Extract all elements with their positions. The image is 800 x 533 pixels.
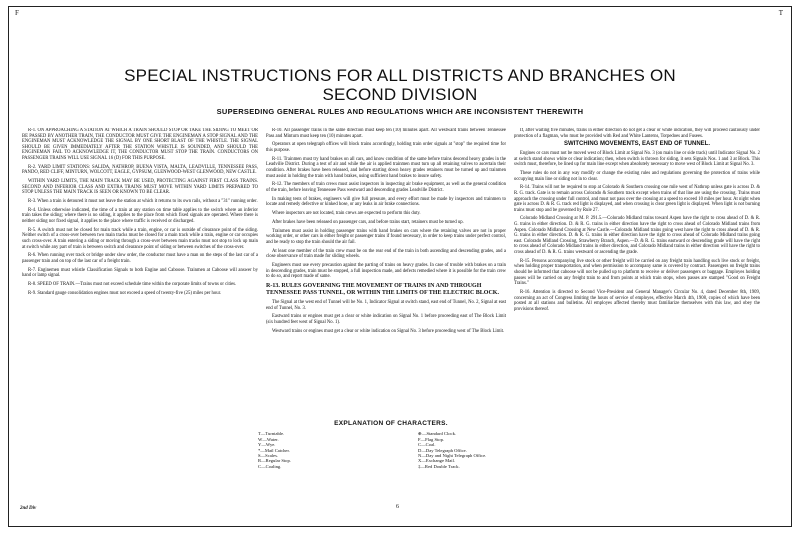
rule-paragraph: Trainmen must assist in holding passenger trains with hand brakes on cars where the retaining valves are not in proper working order, or other cars in either freight or passenger trains if found necessary, in order to keep trains under perfect control, and be ready to stop the train should the air fail. [266,228,506,245]
rule-paragraph: After brakes have been released on passenger cars, and before trains start, retainers must be turned up. [272,219,464,225]
rule-paragraph: R-9. Standard gauge consolidation engines must not exceed a speed of twenty-five (25) miles per hour. [28,290,222,296]
rule-paragraph: R-15. Persons accompanying live stock or other freight will be carried on any freight train handling such live stock or freight, when holding proper transportation, and when permission to accompany same is covered by contract. Passengers on freight trains should be informed that caboose will not be pulled up to platform to receive or deliver passengers or baggage. Employes holding passes will be carried on any freight train to and from points at which train stops, when passes are stamped "Good on Freight Trains." [514,258,760,287]
legend-column-left [258,431,388,469]
column-2 [266,128,506,428]
rule-13-heading: R-13. RULES GOVERNING THE MOVEMENT OF TRAINS IN AND THROUGH TENNESSEE PASS TUNNEL, OR WITHIN THE LIMITS OF THE ELECTRIC BLOCK. [266,282,499,296]
legend-item: C—Coal. [418,442,436,448]
rule-paragraph: Engines or cars must not be moved west of Block Limit at Signal No. 3 (on main line or side track) until Indicator Signal No. 2 at switch stand shows white or clear indication; then, when switch is thrown for siding, it sets Signals Nos. 1 and 3 at Block. This switch must, therefore, be lined up for main line except when absolutely necessary to move west of Block Limit at Signal No. 3. [514,150,760,168]
column-1 [22,128,258,428]
legend-grid [228,431,554,469]
rule-paragraph: R-5. A switch must not be closed for main track while a train, engine, or car is outside of clearance point of the siding. Neither switch of a cross-over between two main tracks must be closed for a main track while a train, engine or car occupies such cross-over. A train entering a siding or moving through a cross-over between main tracks must not stop to lock up main at switch while any part of train is between switch and clearance point of siding or between switches of the cross-over. [22,227,258,250]
rule-paragraph: R-11. Trainmen must try hand brakes on all cars, and know condition of the same before trains descend heavy grades in the Leadville District. During a test of air and while the air is applied trainmen must turn up all retaining valves to ascertain their condition. After brakes have been released, and before starting down heavy grades retainers must be turned up and trainmen must assist in holding the train with hand brakes, using sufficient hand brakes to insure safety. [266,156,506,179]
characters-legend [228,421,554,491]
legend-item: C—Coaling. [258,463,282,469]
legend-item: D—Day Telegraph Office. [418,447,467,453]
rule-paragraph: Where inspectors are not located, train crews are expected to perform this duty. [272,211,421,217]
rule-paragraph: WITHIN YARD LIMITS, THE MAIN TRACK MAY BE USED, PROTECTING AGAINST FIRST CLASS TRAINS. SECOND AND INFERIOR CLASS AND EXTRA TRAINS MUST MOVE WITHIN YARD LIMITS PREPARED TO STOP UNLESS THE MAIN TRACK IS SEEN OR KNOWN TO BE CLEAR. [22,179,258,196]
rule-paragraph: If, after waiting five minutes, trains in either direction do not get a clear or white indication, they will proceed cautiously under protection of a flagman, who must be provided with Red and White Lanterns, Torpedoes and Fusees. [514,128,760,139]
legend-item: ⊕—Standard Clock. [418,431,457,437]
legend-item: *—Mail Catcher. [258,447,290,453]
rule-paragraph: R-6. When running over track or bridge under slow order, the conductor must have a man on the steps of the last car of a passenger train and on top of the last car of a freight train. [22,253,258,264]
legend-item: T—Turntable. [258,431,285,437]
rule-paragraph: Westward trains or engines must get a clear or white indication on Signal No. 3 before proceeding west of The Block Limit. [272,328,505,334]
legend-item: Y—Wye. [258,442,276,448]
rule-paragraph: R-7. Enginemen must whistle Classification Signals to both Engine and Caboose. Trainmen at Caboose will answer by hand or lamp signal. [22,267,258,279]
rule-paragraph: The Signal at the west end of Tunnel will be No. 1, Indicator Signal at switch stand, east end of Tunnel, No. 2, Signal at east end of Tunnel, No. 3. [266,299,506,311]
legend-item: W—Water. [258,436,279,442]
switching-movements-heading: SWITCHING MOVEMENTS, EAST END OF TUNNEL. [563,141,710,148]
corner-mark-right: T [778,9,783,17]
legend-item: S—Scales. [258,453,279,459]
rule-paragraph: These rules do not in any way modify or change the existing rules and regulations governing the protection of trains while occupying main line or siding not in to clear. [514,170,760,182]
legend-title: EXPLANATION OF CHARACTERS. [334,420,448,427]
legend-item: F—Flag Stop. [418,436,445,442]
rule-paragraph: R-16. Attention is directed to Second Vice-President and General Manager's Circular No. 4, dated December 8th, 1909, concerning an act of Congress limiting the hours of service of employes, effective March 4th, 1908, copies of which have been posted at all stations and bulletins. All employes affected thereby must familiarize themselves with this law, and obey the provisions thereof. [514,289,760,312]
rule-paragraph: R-2. YARD LIMIT STATIONS: SALIDA, NATHROP, BUENA VISTA, MALTA, LEADVILLE, TENNESSEE PASS, PANDO, RED CLIFF, MINTURN, WOLCOTT, EAGLE, GYPSUM, GLENWOOD-WEST GLENWOOD, NEW CASTLE. [22,164,258,176]
rule-paragraph: Operators at open telegraph offices will block trains accordingly, holding train order signals at "stop" the required time for this purpose. [266,142,506,153]
legend-item: N—Day and Night Telegraph Office. [418,453,487,459]
legend-item: X—Exchange Mail. [418,458,455,464]
rule-paragraph: R-14. Trains will not be required to stop at Colorado & Southern crossing one mile west of Nathrop unless gate is across D. & R. G. track. Gate is to remain across Colorado & Southern track except when trains of that line are using the crossing. Trains must approach the crossing under full control, and must not pass over the crossing at a speed to exceed 10 miles per hour. At night when gate is across D. & R. G. track red light is displayed, and when crossing is clear green light is displayed. When light is not burning trains must stop and be governed by Rule 27. [514,185,760,213]
legend-item: ‡—Red Double Track. [418,463,460,469]
title-line-2: SECOND DIVISION [322,85,478,104]
division-label: 2nd Div [20,506,37,511]
page-title [0,66,800,104]
rule-paragraph: R-12. The members of train crews must assist inspectors in inspecting air brake equipment, as well as the general condition of the train, before leaving Tennessee Pass westward and descending grades Leadville District. [266,182,506,193]
column-3 [514,128,760,428]
corner-mark-left: F [15,9,19,17]
title-line-1: SPECIAL INSTRUCTIONS FOR ALL DISTRICTS AND BRANCHES ON [124,66,676,85]
rule-paragraph: Eastward trains or engines must get a clear or white indication on Signal No. 1 before proceeding east of The Block Limit (six hundred feet west of Signal No. 1). [266,314,506,325]
rule-paragraph: R-10. All passenger trains in the same direction must keep ten (10) minutes apart. All westward trains between Tennessee Pass and Minturn must keep ten (10) minutes apart. [266,128,506,139]
page-subtitle: SUPERSEDING GENERAL RULES AND REGULATIONS WHICH ARE INCONSISTENT THEREWITH [216,107,584,116]
rule-paragraph: R-1. ON APPROACHING A STATION AT WHICH A TRAIN SHOULD STOP OR TAKE THE SIDING TO MEET OR BE PASSED BY ANOTHER TRAIN, THE CONDUCTOR MUST GIVE THE ENGINEMAN A STOP SIGNAL AND THE ENGINEMAN MUST ACKNOWLEDGE THE SIGNAL BY ONE SHORT BLAST OF THE WHISTLE. THE SIGNAL SHOULD BE GIVEN IMMEDIATELY AFTER THE STATION WHISTLE IS SOUNDED, AND SHOULD THE ENGINEMAN FAIL TO ACKNOWLEDGE IT, THE CONDUCTOR MUST STOP THE TRAIN. CONDUCTORS ON PASSENGER TRAINS WILL USE SIGNAL 16 (D) FOR THIS PURPOSE. [22,128,258,161]
rule-paragraph: R-4. Unless otherwise indicated, the time of a train at any station on time table applies to the switch where an inferior train takes the siding; where there is no siding, it applies to the place from which fixed signals are operated. Where there is neither siding nor fixed signal, it applies to the place where traffic is received or discharged. [22,207,258,225]
rule-paragraph: R-3. When a train is detoured it must not leave the station at which it returns to its own rails, without a "31" running order. [28,199,258,205]
rule-paragraph: Colorado Midland Crossing at M. P. 291.5.—Colorado Midland trains toward Aspen have the right to cross ahead of D. & R. G. trains in either direction. D. & R. G. trains in either direction have the right to cross ahead of Colorado Midland trains from Aspen. Colorado Midland Crossing at New Castle.—Colorado Midland trains going west have the right to cross ahead of D. & R. G. trains in either direction. D. & R. G. trains in either direction have the right to cross ahead of Colorado Midland trains going east. Colorado Midland Crossing, Strawberry Branch, Aspen.—D. & R. G. trains eastward or descending grade will have the right to cross ahead of Colorado Midland trains in either direction, and Colorado Midland trains in either direction will have the right to cross ahead of D. & R. G. trains westward or ascending the grade. [514,216,760,256]
rule-paragraph: In making tests of brakes, engineers will give full pressure, and every effort must be made by inspectors and trainmen to locate and remedy defective or kinked hose, or any leaks in air brake connections. [266,196,506,208]
legend-item: R—Regular Stop. [258,458,291,464]
rule-paragraph: R-8. SPEED OF TRAIN.—Trains must not exceed schedule time within the corporate limits of towns or cities. [28,282,237,288]
page-number: 6 [396,504,399,510]
rule-paragraph: Engineers must use every precaution against the parting of trains on heavy grades. In case of trouble with brakes on a train in descending grades, train must be stopped, a full inspection made, and defects remedied where it is possible for the train crew to do so, and report made of same. [266,262,506,280]
rule-paragraph: At least one member of the train crew must be on the rear end of the train in both ascending and descending grades, and a close observance of train made for sliding wheels. [266,248,506,260]
legend-column-right [418,431,548,469]
